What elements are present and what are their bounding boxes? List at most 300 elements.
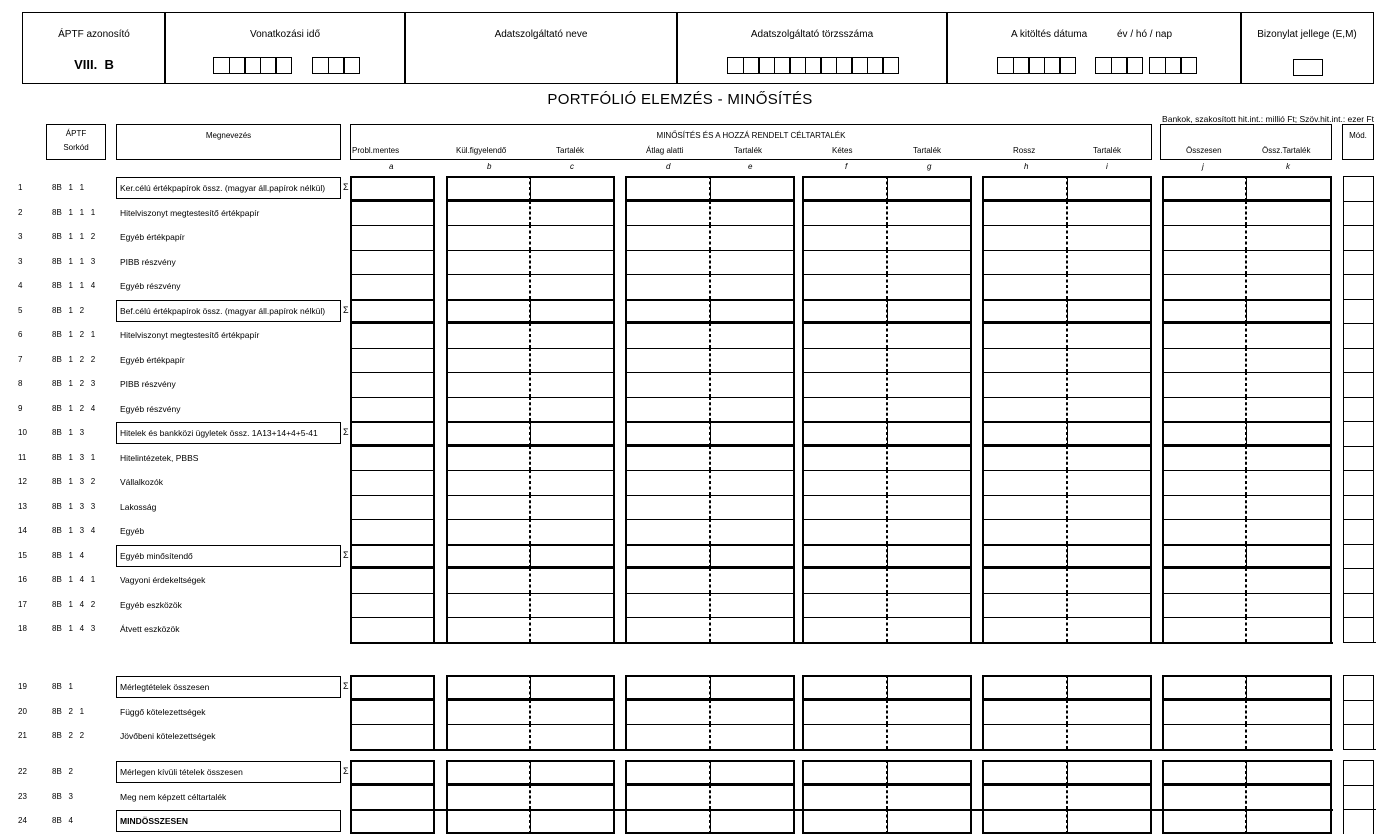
mod-cell[interactable] bbox=[1343, 421, 1374, 446]
mod-cell[interactable] bbox=[1343, 593, 1374, 618]
data-cell[interactable] bbox=[446, 274, 530, 299]
data-cell[interactable] bbox=[625, 617, 710, 642]
data-cell[interactable] bbox=[887, 617, 972, 642]
data-cell[interactable] bbox=[710, 299, 795, 324]
data-cell[interactable] bbox=[1162, 593, 1246, 618]
doc-type-box[interactable] bbox=[1293, 59, 1323, 76]
mod-cell[interactable] bbox=[1343, 348, 1374, 373]
data-cell[interactable] bbox=[1162, 675, 1246, 700]
data-cell[interactable] bbox=[710, 470, 795, 495]
data-cell[interactable] bbox=[446, 421, 530, 446]
data-cell[interactable] bbox=[802, 495, 887, 520]
data-cell[interactable] bbox=[1067, 470, 1152, 495]
data-cell[interactable] bbox=[710, 495, 795, 520]
data-cell[interactable] bbox=[1067, 593, 1152, 618]
mod-cell[interactable] bbox=[1343, 397, 1374, 422]
data-cell[interactable] bbox=[1162, 470, 1246, 495]
data-cell[interactable] bbox=[625, 299, 710, 324]
data-cell[interactable] bbox=[802, 397, 887, 422]
data-cell[interactable] bbox=[1067, 446, 1152, 471]
data-cell[interactable] bbox=[887, 760, 972, 785]
data-cell[interactable] bbox=[530, 299, 615, 324]
data-cell[interactable] bbox=[1162, 176, 1246, 201]
data-cell[interactable] bbox=[446, 397, 530, 422]
data-cell[interactable] bbox=[625, 421, 710, 446]
data-cell[interactable] bbox=[982, 785, 1067, 810]
data-cell[interactable] bbox=[887, 785, 972, 810]
data-cell[interactable] bbox=[1162, 397, 1246, 422]
data-cell[interactable] bbox=[446, 544, 530, 569]
data-cell[interactable] bbox=[1067, 785, 1152, 810]
data-cell[interactable] bbox=[350, 201, 435, 226]
data-cell[interactable] bbox=[625, 201, 710, 226]
data-cell[interactable] bbox=[710, 544, 795, 569]
data-cell[interactable] bbox=[625, 470, 710, 495]
provider-id-label: Adatszolgáltató törzsszáma bbox=[750, 29, 874, 40]
data-cell[interactable] bbox=[710, 446, 795, 471]
data-cell[interactable] bbox=[887, 225, 972, 250]
data-cell[interactable] bbox=[1067, 201, 1152, 226]
data-cell[interactable] bbox=[887, 201, 972, 226]
data-cell[interactable] bbox=[1067, 675, 1152, 700]
data-cell[interactable] bbox=[446, 470, 530, 495]
mod-group-bottom-rule bbox=[1343, 749, 1376, 750]
data-cell[interactable] bbox=[802, 225, 887, 250]
data-cell[interactable] bbox=[350, 323, 435, 348]
data-cell[interactable] bbox=[446, 568, 530, 593]
data-cell[interactable] bbox=[1067, 274, 1152, 299]
data-cell[interactable] bbox=[625, 323, 710, 348]
data-cell[interactable] bbox=[982, 675, 1067, 700]
data-cell[interactable] bbox=[625, 250, 710, 275]
data-cell[interactable] bbox=[1067, 323, 1152, 348]
data-cell[interactable] bbox=[530, 495, 615, 520]
data-cell[interactable] bbox=[802, 544, 887, 569]
data-cell[interactable] bbox=[350, 593, 435, 618]
data-cell[interactable] bbox=[1162, 724, 1246, 749]
data-cell[interactable] bbox=[1067, 176, 1152, 201]
data-cell[interactable] bbox=[530, 421, 615, 446]
data-cell[interactable] bbox=[446, 593, 530, 618]
data-cell[interactable] bbox=[887, 675, 972, 700]
fill-date-year-boxes[interactable] bbox=[997, 57, 1076, 74]
data-cell[interactable] bbox=[625, 495, 710, 520]
data-cell[interactable] bbox=[710, 225, 795, 250]
data-cell[interactable] bbox=[710, 250, 795, 275]
data-cell[interactable] bbox=[530, 544, 615, 569]
data-cell[interactable] bbox=[710, 700, 795, 725]
mod-cell[interactable] bbox=[1343, 250, 1374, 275]
data-cell[interactable] bbox=[350, 397, 435, 422]
data-cell[interactable] bbox=[446, 495, 530, 520]
data-cell[interactable] bbox=[1246, 250, 1332, 275]
data-cell[interactable] bbox=[887, 176, 972, 201]
data-cell[interactable] bbox=[350, 617, 435, 642]
header-provider-name-box[interactable] bbox=[404, 12, 678, 84]
mod-cell[interactable] bbox=[1343, 225, 1374, 250]
data-cell[interactable] bbox=[625, 544, 710, 569]
data-cell[interactable] bbox=[1067, 397, 1152, 422]
data-cell[interactable] bbox=[1162, 495, 1246, 520]
data-cell[interactable] bbox=[530, 323, 615, 348]
data-cell[interactable] bbox=[710, 176, 795, 201]
data-cell[interactable] bbox=[1162, 760, 1246, 785]
data-cell[interactable] bbox=[530, 201, 615, 226]
data-cell[interactable] bbox=[625, 274, 710, 299]
data-cell[interactable] bbox=[530, 519, 615, 544]
data-cell[interactable] bbox=[710, 348, 795, 373]
data-cell[interactable] bbox=[982, 617, 1067, 642]
data-cell[interactable] bbox=[446, 617, 530, 642]
data-cell[interactable] bbox=[1162, 372, 1246, 397]
mod-cell[interactable] bbox=[1343, 785, 1374, 810]
data-cell[interactable] bbox=[710, 785, 795, 810]
data-cell[interactable] bbox=[887, 348, 972, 373]
data-cell[interactable] bbox=[1246, 299, 1332, 324]
data-cell[interactable] bbox=[625, 519, 710, 544]
data-cell[interactable] bbox=[982, 593, 1067, 618]
data-cell[interactable] bbox=[1162, 250, 1246, 275]
data-cell[interactable] bbox=[625, 785, 710, 810]
mod-cell[interactable] bbox=[1343, 760, 1374, 785]
data-cell[interactable] bbox=[625, 348, 710, 373]
fill-date-day-boxes[interactable] bbox=[1149, 57, 1197, 74]
data-cell[interactable] bbox=[530, 617, 615, 642]
data-cell[interactable] bbox=[625, 176, 710, 201]
data-cell[interactable] bbox=[1067, 348, 1152, 373]
data-cell[interactable] bbox=[446, 724, 530, 749]
data-cell[interactable] bbox=[1162, 421, 1246, 446]
data-cell[interactable] bbox=[887, 299, 972, 324]
data-cell[interactable] bbox=[530, 446, 615, 471]
data-cell[interactable] bbox=[350, 519, 435, 544]
data-cell[interactable] bbox=[982, 372, 1067, 397]
data-cell[interactable] bbox=[446, 201, 530, 226]
data-cell[interactable] bbox=[625, 397, 710, 422]
data-cell[interactable] bbox=[1246, 700, 1332, 725]
data-cell[interactable] bbox=[1246, 176, 1332, 201]
data-cell[interactable] bbox=[1067, 372, 1152, 397]
data-cell[interactable] bbox=[1246, 470, 1332, 495]
data-cell[interactable] bbox=[530, 397, 615, 422]
data-cell[interactable] bbox=[1162, 446, 1246, 471]
data-cell[interactable] bbox=[530, 225, 615, 250]
data-cell[interactable] bbox=[802, 700, 887, 725]
data-cell[interactable] bbox=[1246, 675, 1332, 700]
data-cell[interactable] bbox=[802, 760, 887, 785]
data-cell[interactable] bbox=[530, 176, 615, 201]
data-cell[interactable] bbox=[887, 446, 972, 471]
data-cell[interactable] bbox=[1067, 568, 1152, 593]
data-cell[interactable] bbox=[1067, 299, 1152, 324]
data-cell[interactable] bbox=[982, 323, 1067, 348]
data-cell[interactable] bbox=[625, 372, 710, 397]
data-cell[interactable] bbox=[1246, 348, 1332, 373]
data-cell[interactable] bbox=[350, 724, 435, 749]
data-cell[interactable] bbox=[530, 593, 615, 618]
data-cell[interactable] bbox=[1246, 446, 1332, 471]
data-cell[interactable] bbox=[350, 568, 435, 593]
data-cell[interactable] bbox=[350, 176, 435, 201]
data-cell[interactable] bbox=[710, 397, 795, 422]
data-cell[interactable] bbox=[802, 176, 887, 201]
mod-cell[interactable] bbox=[1343, 700, 1374, 725]
data-cell[interactable] bbox=[887, 274, 972, 299]
data-cell[interactable] bbox=[625, 446, 710, 471]
data-cell[interactable] bbox=[530, 372, 615, 397]
data-cell[interactable] bbox=[982, 568, 1067, 593]
data-cell[interactable] bbox=[1067, 617, 1152, 642]
data-cell[interactable] bbox=[530, 785, 615, 810]
data-cell[interactable] bbox=[446, 348, 530, 373]
data-cell[interactable] bbox=[802, 593, 887, 618]
mod-cell[interactable] bbox=[1343, 299, 1374, 324]
mod-cell[interactable] bbox=[1343, 568, 1374, 593]
data-cell[interactable] bbox=[802, 785, 887, 810]
mod-cell[interactable] bbox=[1343, 519, 1374, 544]
data-cell[interactable] bbox=[1067, 421, 1152, 446]
data-cell[interactable] bbox=[625, 675, 710, 700]
data-cell[interactable] bbox=[446, 225, 530, 250]
data-cell[interactable] bbox=[802, 675, 887, 700]
data-cell[interactable] bbox=[1067, 760, 1152, 785]
data-cell[interactable] bbox=[1162, 225, 1246, 250]
mod-cell[interactable] bbox=[1343, 201, 1374, 226]
data-cell[interactable] bbox=[1246, 372, 1332, 397]
data-cell[interactable] bbox=[982, 421, 1067, 446]
data-cell[interactable] bbox=[982, 760, 1067, 785]
data-cell[interactable] bbox=[625, 700, 710, 725]
data-cell[interactable] bbox=[710, 421, 795, 446]
data-cell[interactable] bbox=[710, 323, 795, 348]
data-cell[interactable] bbox=[350, 225, 435, 250]
data-cell[interactable] bbox=[802, 372, 887, 397]
data-cell[interactable] bbox=[887, 724, 972, 749]
data-cell[interactable] bbox=[710, 593, 795, 618]
data-cell[interactable] bbox=[802, 421, 887, 446]
data-cell[interactable] bbox=[446, 519, 530, 544]
data-cell[interactable] bbox=[446, 785, 530, 810]
data-cell[interactable] bbox=[1246, 201, 1332, 226]
data-cell[interactable] bbox=[982, 495, 1067, 520]
data-cell[interactable] bbox=[446, 760, 530, 785]
data-cell[interactable] bbox=[530, 250, 615, 275]
data-cell[interactable] bbox=[710, 760, 795, 785]
data-cell[interactable] bbox=[802, 470, 887, 495]
data-cell[interactable] bbox=[625, 225, 710, 250]
data-cell[interactable] bbox=[350, 299, 435, 324]
data-cell[interactable] bbox=[1246, 760, 1332, 785]
data-cell[interactable] bbox=[887, 519, 972, 544]
data-cell[interactable] bbox=[887, 397, 972, 422]
data-cell[interactable] bbox=[350, 274, 435, 299]
data-cell[interactable] bbox=[1162, 568, 1246, 593]
data-cell[interactable] bbox=[1067, 519, 1152, 544]
data-cell[interactable] bbox=[802, 299, 887, 324]
data-cell[interactable] bbox=[710, 568, 795, 593]
data-cell[interactable] bbox=[1246, 568, 1332, 593]
mod-cell[interactable] bbox=[1343, 274, 1374, 299]
data-cell[interactable] bbox=[710, 675, 795, 700]
ref-time-year-boxes[interactable] bbox=[213, 57, 292, 74]
mod-cell[interactable] bbox=[1343, 724, 1374, 749]
data-cell[interactable] bbox=[887, 495, 972, 520]
data-cell[interactable] bbox=[802, 724, 887, 749]
data-cell[interactable] bbox=[802, 201, 887, 226]
data-cell[interactable] bbox=[446, 675, 530, 700]
data-cell[interactable] bbox=[887, 568, 972, 593]
data-cell[interactable] bbox=[1246, 544, 1332, 569]
data-cell[interactable] bbox=[982, 544, 1067, 569]
data-cell[interactable] bbox=[530, 675, 615, 700]
data-cell[interactable] bbox=[710, 201, 795, 226]
data-cell[interactable] bbox=[1246, 323, 1332, 348]
data-cell[interactable] bbox=[350, 675, 435, 700]
data-cell[interactable] bbox=[530, 470, 615, 495]
data-cell[interactable] bbox=[446, 299, 530, 324]
data-cell[interactable] bbox=[1246, 617, 1332, 642]
data-cell[interactable] bbox=[887, 323, 972, 348]
data-cell[interactable] bbox=[1246, 519, 1332, 544]
data-cell[interactable] bbox=[1162, 617, 1246, 642]
data-cell[interactable] bbox=[530, 348, 615, 373]
data-cell[interactable] bbox=[1162, 201, 1246, 226]
data-cell[interactable] bbox=[982, 724, 1067, 749]
data-cell[interactable] bbox=[530, 760, 615, 785]
data-cell[interactable] bbox=[710, 724, 795, 749]
data-cell[interactable] bbox=[982, 348, 1067, 373]
row-number: 21 bbox=[18, 731, 27, 740]
data-cell[interactable] bbox=[887, 372, 972, 397]
data-cell[interactable] bbox=[446, 372, 530, 397]
data-cell[interactable] bbox=[625, 724, 710, 749]
data-cell[interactable] bbox=[982, 176, 1067, 201]
data-cell[interactable] bbox=[982, 225, 1067, 250]
data-cell[interactable] bbox=[982, 250, 1067, 275]
data-cell[interactable] bbox=[1246, 397, 1332, 422]
data-cell[interactable] bbox=[887, 470, 972, 495]
data-cell[interactable] bbox=[350, 372, 435, 397]
data-cell[interactable] bbox=[1162, 274, 1246, 299]
data-cell[interactable] bbox=[530, 724, 615, 749]
data-cell[interactable] bbox=[446, 446, 530, 471]
data-cell[interactable] bbox=[446, 250, 530, 275]
data-cell[interactable] bbox=[982, 274, 1067, 299]
data-cell[interactable] bbox=[887, 700, 972, 725]
data-cell[interactable] bbox=[350, 785, 435, 810]
mod-cell[interactable] bbox=[1343, 470, 1374, 495]
data-cell[interactable] bbox=[350, 446, 435, 471]
data-cell[interactable] bbox=[802, 617, 887, 642]
data-cell[interactable] bbox=[1246, 593, 1332, 618]
data-cell[interactable] bbox=[530, 700, 615, 725]
mod-cell[interactable] bbox=[1343, 544, 1374, 569]
data-cell[interactable] bbox=[1162, 519, 1246, 544]
data-cell[interactable] bbox=[446, 176, 530, 201]
data-cell[interactable] bbox=[802, 250, 887, 275]
data-cell[interactable] bbox=[446, 700, 530, 725]
data-cell[interactable] bbox=[982, 201, 1067, 226]
mod-cell[interactable] bbox=[1343, 323, 1374, 348]
data-cell[interactable] bbox=[530, 274, 615, 299]
data-cell[interactable] bbox=[350, 250, 435, 275]
data-cell[interactable] bbox=[982, 397, 1067, 422]
data-cell[interactable] bbox=[1162, 785, 1246, 810]
data-cell[interactable] bbox=[802, 519, 887, 544]
data-cell[interactable] bbox=[1162, 544, 1246, 569]
provider-id-boxes[interactable] bbox=[727, 57, 899, 74]
data-cell[interactable] bbox=[887, 593, 972, 618]
data-cell[interactable] bbox=[1067, 225, 1152, 250]
mod-cell[interactable] bbox=[1343, 176, 1374, 201]
data-cell[interactable] bbox=[887, 544, 972, 569]
data-cell[interactable] bbox=[710, 372, 795, 397]
data-cell[interactable] bbox=[887, 421, 972, 446]
data-cell[interactable] bbox=[446, 323, 530, 348]
mod-cell[interactable] bbox=[1343, 617, 1374, 642]
data-cell[interactable] bbox=[350, 544, 435, 569]
fill-date-month-boxes[interactable] bbox=[1095, 57, 1143, 74]
data-cell[interactable] bbox=[350, 421, 435, 446]
data-cell[interactable] bbox=[350, 760, 435, 785]
mod-cell[interactable] bbox=[1343, 372, 1374, 397]
data-cell[interactable] bbox=[982, 470, 1067, 495]
data-cell[interactable] bbox=[802, 274, 887, 299]
data-cell[interactable] bbox=[802, 568, 887, 593]
data-cell[interactable] bbox=[1067, 700, 1152, 725]
data-cell[interactable] bbox=[982, 519, 1067, 544]
data-cell[interactable] bbox=[1246, 274, 1332, 299]
data-cell[interactable] bbox=[350, 495, 435, 520]
data-cell[interactable] bbox=[802, 446, 887, 471]
data-cell[interactable] bbox=[1162, 700, 1246, 725]
data-cell[interactable] bbox=[1067, 250, 1152, 275]
data-cell[interactable] bbox=[982, 299, 1067, 324]
data-cell[interactable] bbox=[625, 593, 710, 618]
data-cell[interactable] bbox=[802, 348, 887, 373]
data-cell[interactable] bbox=[1067, 495, 1152, 520]
data-cell[interactable] bbox=[1162, 299, 1246, 324]
data-cell[interactable] bbox=[1162, 323, 1246, 348]
data-cell[interactable] bbox=[1246, 225, 1332, 250]
data-cell[interactable] bbox=[350, 700, 435, 725]
data-cell[interactable] bbox=[982, 446, 1067, 471]
data-cell[interactable] bbox=[625, 568, 710, 593]
mod-cell[interactable] bbox=[1343, 446, 1374, 471]
data-cell[interactable] bbox=[530, 568, 615, 593]
group-bottom-rule bbox=[350, 809, 1333, 811]
ref-time-month-boxes[interactable] bbox=[312, 57, 360, 74]
data-cell[interactable] bbox=[1246, 421, 1332, 446]
data-cell[interactable] bbox=[350, 470, 435, 495]
data-cell[interactable] bbox=[802, 323, 887, 348]
data-cell[interactable] bbox=[1067, 544, 1152, 569]
data-cell[interactable] bbox=[1246, 785, 1332, 810]
data-cell[interactable] bbox=[1246, 724, 1332, 749]
data-cell[interactable] bbox=[1162, 348, 1246, 373]
mod-cell[interactable] bbox=[1343, 495, 1374, 520]
data-cell[interactable] bbox=[625, 760, 710, 785]
data-cell[interactable] bbox=[350, 348, 435, 373]
mod-cell[interactable] bbox=[1343, 675, 1374, 700]
data-cell[interactable] bbox=[710, 617, 795, 642]
data-cell[interactable] bbox=[1246, 495, 1332, 520]
data-cell[interactable] bbox=[1067, 724, 1152, 749]
data-cell[interactable] bbox=[887, 250, 972, 275]
data-cell[interactable] bbox=[982, 700, 1067, 725]
data-cell[interactable] bbox=[710, 274, 795, 299]
data-cell[interactable] bbox=[710, 519, 795, 544]
